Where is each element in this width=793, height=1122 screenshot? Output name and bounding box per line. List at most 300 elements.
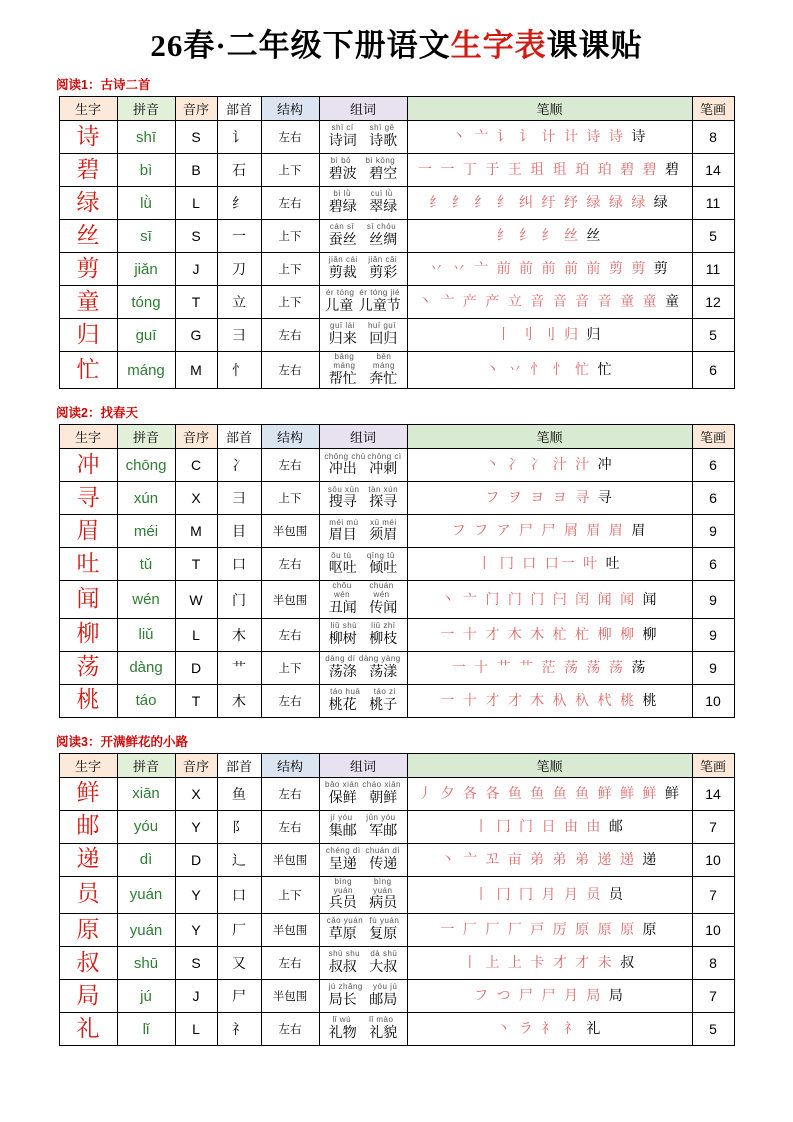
stroke-step: 门 [485,591,502,608]
stroke-step: 前 [519,261,536,277]
word: 奔忙 [369,370,398,387]
words-text [320,631,407,649]
word: 归来 [328,331,357,347]
stroke-step: 桃 [620,692,637,709]
word-pinyin: xū méi [370,517,397,527]
stroke-step: 原 [642,922,659,939]
stroke-step: 丨 [477,556,494,573]
stroke-step: 冂 [519,886,536,903]
table-row [59,121,734,154]
stroke-step: 由 [586,818,603,835]
stroke-count-cell: 10 [692,684,734,717]
table-row [59,618,734,651]
words-pinyin [320,452,407,462]
words-pinyin [320,877,407,896]
lesson-section [20,732,773,1046]
stroke-step: 才 [485,692,502,709]
stroke-step: 亠 [474,261,491,277]
stroke-step: 夕 [440,785,457,802]
initial-cell: X [175,482,217,515]
word: 回归 [369,331,398,347]
pinyin-cell: xún [117,482,175,515]
stroke-step: 眉 [586,523,603,540]
stroke-step: 荡 [586,659,603,676]
character-cell: 邮 [59,810,117,843]
stroke-step: 鱼 [575,785,592,802]
stroke-step: 冂 [496,818,513,835]
character-cell: 吐 [59,548,117,581]
column-header: 部首 [217,97,261,121]
words-pinyin [320,687,407,697]
stroke-step: 刂 [519,327,536,343]
pinyin-cell: guī [117,319,175,352]
stroke-step: 绿 [631,195,648,211]
word-pinyin: ér tóng [325,288,355,298]
structure-cell: 上下 [261,154,319,187]
word: 翠绿 [369,199,398,215]
stroke-step: 丶 [496,1021,513,1038]
words-cell [319,482,407,515]
stroke-step: 绿 [653,195,670,211]
stroke-step: 月 [563,988,580,1005]
stroke-count-cell: 14 [692,777,734,810]
word-pinyin: bǎo xiān [325,779,360,789]
radical-cell: 彐 [217,319,261,352]
stroke-step: 递 [642,851,659,868]
word-pinyin: bì kōng [365,156,396,166]
word-pinyin: jiǎn cǎi [368,255,398,265]
stroke-step: 十 [474,659,491,676]
stroke-step: 十 [462,692,479,709]
stroke-step: 丶 [451,129,468,145]
words-text [320,992,407,1010]
pinyin-cell: shī [117,121,175,154]
word-pinyin: qīng tǔ [366,550,395,560]
word: 丑闻 [328,599,357,616]
stroke-order-cell [407,352,692,389]
word: 倾吐 [369,560,398,577]
word: 传递 [369,855,398,872]
stroke-step: 礻 [541,1021,558,1038]
stroke-step: 鲜 [642,785,659,802]
word-pinyin: tàn xún [368,484,399,494]
initial-cell: W [175,581,217,618]
structure-cell: 上下 [261,876,319,913]
word: 荡漾 [369,663,398,680]
stroke-step: 珇 [530,162,547,178]
character-cell: 员 [59,876,117,913]
words-cell [319,121,407,154]
words-text [320,298,407,316]
table-row [59,651,734,684]
column-header: 音序 [175,425,217,449]
column-header: 生字 [59,753,117,777]
word-pinyin: fù yuán [369,916,400,926]
stroke-step: 上 [485,955,502,972]
radical-cell: 目 [217,515,261,548]
words-pinyin [320,352,407,371]
stroke-step: 王 [507,162,524,178]
initial-cell: D [175,843,217,876]
stroke-count-cell: 8 [692,121,734,154]
stroke-step: 于 [485,162,502,178]
structure-cell: 左右 [261,1013,319,1046]
stroke-step: 杙 [597,692,614,709]
words-pinyin [320,485,407,495]
stroke-step: 归 [563,327,580,343]
table-header-row [59,753,734,777]
stroke-step: 忄 [530,362,547,379]
stroke-step: 木 [530,692,547,709]
stroke-step: 丷 [429,261,446,277]
character-cell: 剪 [59,253,117,286]
stroke-count-cell: 7 [692,876,734,913]
stroke-step: 剪 [653,261,670,277]
stroke-step: 丶 [440,851,457,868]
stroke-step: 碧 [642,162,659,178]
word: 丝绸 [369,232,398,248]
stroke-step: 珀 [597,162,614,178]
stroke-step: 柳 [642,626,659,643]
word: 碧绿 [328,199,357,215]
stroke-step: 汁 [575,457,592,474]
stroke-step: 冫 [530,457,547,474]
column-header: 结构 [261,753,319,777]
section-heading: 阅读1：古诗二首 [56,78,151,92]
word: 眉目 [328,527,357,544]
stroke-step: ア [496,523,513,540]
pinyin-cell: chōng [117,449,175,482]
stroke-step: 闻 [597,591,614,608]
stroke-step: 员 [608,886,625,903]
character-cell: 忙 [59,352,117,389]
stroke-step: 冂 [496,886,513,903]
words-pinyin [320,551,407,561]
stroke-step: 杁 [552,692,569,709]
stroke-order-cell [407,777,692,810]
words-cell [319,515,407,548]
word-pinyin: jí yóu [330,812,353,822]
column-header: 笔画 [692,753,734,777]
word: 探寻 [369,494,398,511]
column-header: 组词 [319,753,407,777]
structure-cell: 上下 [261,482,319,515]
word-pinyin: bēn máng [372,352,395,370]
structure-cell: 左右 [261,777,319,810]
table-row [59,914,734,947]
stroke-step: 纟 [519,228,536,244]
radical-cell: 木 [217,684,261,717]
stroke-step: 丶 [440,591,457,608]
stroke-step: 尸 [519,988,536,1005]
stroke-order-cell [407,1013,692,1046]
word: 诗歌 [369,133,398,149]
character-cell: 碧 [59,154,117,187]
words-cell [319,876,407,913]
radical-cell: 辶 [217,843,261,876]
table-row [59,253,734,286]
radical-cell: 纟 [217,187,261,220]
column-header: 拼音 [117,753,175,777]
lesson-section [20,403,773,717]
stroke-step: 才 [575,955,592,972]
words-pinyin [320,916,407,926]
stroke-step: 鲜 [620,785,637,802]
stroke-step: 各 [485,785,502,802]
radical-cell: 冫 [217,449,261,482]
stroke-count-cell: 5 [692,1013,734,1046]
word: 邮局 [369,992,398,1009]
stroke-step: 讠 [519,129,536,145]
pinyin-cell: lǐ [117,1013,175,1046]
stroke-step: 原 [597,922,614,939]
stroke-step: 纟 [451,195,468,211]
table-row [59,220,734,253]
structure-cell: 左右 [261,187,319,220]
stroke-step: 丷 [507,362,524,379]
words-text [320,461,407,479]
word-pinyin: cǎo yuán [326,916,364,926]
word-pinyin: shī cí [331,123,354,133]
stroke-step: 冲 [597,457,614,474]
stroke-step: 递 [597,851,614,868]
words-pinyin [320,123,407,133]
stroke-step: 月 [563,886,580,903]
stroke-count-cell: 9 [692,618,734,651]
title-suffix: 课课贴 [546,28,643,63]
title-prefix: 26春·二年级下册语文 [150,28,451,63]
stroke-step: 才 [552,955,569,972]
words-cell [319,618,407,651]
words-text [320,1025,407,1043]
word: 儿童节 [358,298,401,314]
word-pinyin: bì lǜ [333,189,351,199]
word-pinyin: guī lái [330,321,355,331]
character-cell: 桃 [59,684,117,717]
stroke-step: 亠 [474,129,491,145]
word-pinyin: liǔ shù [330,620,358,630]
word: 兵员 [328,895,357,912]
structure-cell: 半包围 [261,515,319,548]
words-cell [319,914,407,947]
column-header: 结构 [261,425,319,449]
radical-cell: 礻 [217,1013,261,1046]
character-cell: 叔 [59,947,117,980]
pinyin-cell: shū [117,947,175,980]
stroke-step: 忙 [575,362,592,379]
stroke-step: 剪 [608,261,625,277]
word-pinyin: cháo xiān [362,779,401,789]
pinyin-cell: méi [117,515,175,548]
word-pinyin: cán sī [329,222,355,232]
stroke-order-cell [407,220,692,253]
stroke-step: 柳 [597,626,614,643]
words-cell [319,286,407,319]
stroke-step: 碧 [620,162,637,178]
word: 复原 [369,926,398,943]
words-cell [319,684,407,717]
word-pinyin: huí guī [367,321,396,331]
word-pinyin: chōng cì [367,451,402,461]
word-pinyin: sōu xún [327,484,360,494]
word-pinyin: bìng yuán [373,876,393,895]
structure-cell: 左右 [261,947,319,980]
stroke-step: 亠 [463,851,480,868]
stroke-step: 前 [563,261,580,277]
stroke-order-cell [407,515,692,548]
words-pinyin [320,780,407,790]
stroke-step: 厂 [507,922,524,939]
word: 荡涤 [328,663,357,680]
stroke-step: ヲ [507,490,524,507]
word-pinyin: chuán wén [369,581,394,600]
table-row [59,319,734,352]
words-cell [319,449,407,482]
pinyin-cell: jú [117,980,175,1013]
word-pinyin: jú zhǎng [328,982,363,992]
stroke-count-cell: 5 [692,220,734,253]
stroke-step: 冂 [499,556,516,573]
radical-cell: 口 [217,876,261,913]
pinyin-cell: wén [117,581,175,618]
stroke-step: 由 [563,818,580,835]
character-table [59,753,735,1046]
word-pinyin: méi mù [329,517,359,527]
character-cell: 冲 [59,449,117,482]
stroke-step: 珇 [552,162,569,178]
stroke-step: 亩 [507,851,524,868]
word: 呈递 [328,855,357,872]
stroke-order-cell [407,618,692,651]
stroke-step: 丁 [462,162,479,178]
stroke-order-cell [407,914,692,947]
word: 柳树 [328,630,357,647]
stroke-step: 鲜 [597,785,614,802]
word: 蚕丝 [328,232,357,248]
stroke-step: 音 [575,294,592,310]
stroke-step: 丨 [496,327,513,343]
pinyin-cell: lǜ [117,187,175,220]
stroke-step: 一 [440,692,457,709]
pinyin-cell: tǔ [117,548,175,581]
words-pinyin [320,156,407,166]
initial-cell: T [175,684,217,717]
structure-cell: 上下 [261,286,319,319]
stroke-step: 门 [519,818,536,835]
words-cell [319,651,407,684]
word: 诗词 [328,133,357,149]
character-cell: 鲜 [59,777,117,810]
word-pinyin: chōng chū [324,451,366,461]
stroke-step: 口一 [544,556,577,573]
stroke-step: 寻 [575,490,592,507]
stroke-step: 闻 [642,591,659,608]
structure-cell: 半包围 [261,581,319,618]
stroke-step: 上 [507,955,524,972]
stroke-step: 童 [620,294,637,310]
word-pinyin: chǒu wén [332,581,352,600]
pinyin-cell: tóng [117,286,175,319]
column-header: 组词 [319,97,407,121]
radical-cell: 立 [217,286,261,319]
radical-cell: 一 [217,220,261,253]
word-pinyin: dà shū [370,949,398,959]
stroke-count-cell: 7 [692,980,734,1013]
initial-cell: G [175,319,217,352]
table-row [59,777,734,810]
stroke-step: 剪 [631,261,648,277]
structure-cell: 左右 [261,810,319,843]
stroke-count-cell: 6 [692,449,734,482]
words-pinyin [320,189,407,199]
words-cell [319,843,407,876]
stroke-count-cell: 5 [692,319,734,352]
column-header: 部首 [217,753,261,777]
words-pinyin [320,621,407,631]
words-text [320,331,407,349]
character-cell: 荡 [59,651,117,684]
stroke-step: 闩 [552,591,569,608]
sections-container [20,75,773,1046]
word: 朝鲜 [369,789,398,806]
word: 礼貌 [369,1025,398,1042]
initial-cell: L [175,187,217,220]
stroke-step: 艹 [496,659,513,676]
stroke-order-cell [407,810,692,843]
column-header: 笔顺 [407,753,692,777]
character-cell: 局 [59,980,117,1013]
structure-cell: 左右 [261,618,319,651]
stroke-step: 绿 [608,195,625,211]
stroke-step: 讠 [496,129,513,145]
table-header-row [59,425,734,449]
stroke-step: 前 [496,261,513,277]
word-pinyin: liǔ zhī [371,620,396,630]
stroke-step: 一 [440,922,457,939]
stroke-step: 亠 [462,591,479,608]
words-cell [319,1013,407,1046]
character-cell: 递 [59,843,117,876]
stroke-step: 荡 [631,659,648,676]
structure-cell: 上下 [261,220,319,253]
stroke-step: 叔 [620,955,637,972]
stroke-step: 尸 [519,523,536,540]
stroke-step: 冫 [507,457,524,474]
stroke-step: フ [474,988,491,1005]
stroke-step: 忙 [597,362,614,379]
pinyin-cell: sī [117,220,175,253]
stroke-step: 产 [462,294,479,310]
structure-cell: 左右 [261,449,319,482]
initial-cell: C [175,449,217,482]
initial-cell: S [175,947,217,980]
stroke-step: 原 [620,922,637,939]
word: 帮忙 [328,370,357,387]
words-cell [319,810,407,843]
word: 保鲜 [328,789,357,806]
character-table [59,424,735,717]
initial-cell: L [175,618,217,651]
table-row [59,876,734,913]
character-cell: 原 [59,914,117,947]
stroke-count-cell: 7 [692,810,734,843]
stroke-step: 计 [541,129,558,145]
word-pinyin: bì bō [330,156,352,166]
stroke-step: 厂 [485,922,502,939]
stroke-step: 丷 [451,261,468,277]
stroke-step: 荡 [563,659,580,676]
column-header: 结构 [261,97,319,121]
